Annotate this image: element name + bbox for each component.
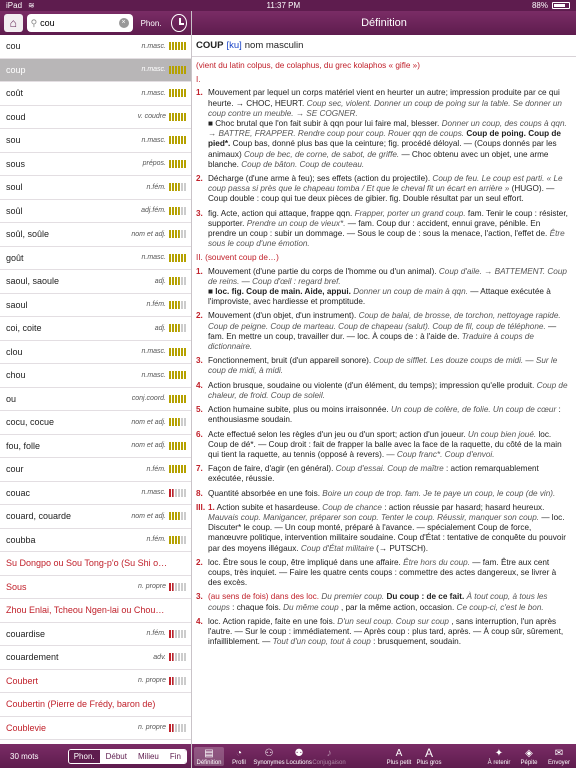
word-label: coubba	[6, 534, 36, 545]
bottom-toolbar	[192, 744, 576, 768]
search-box[interactable]	[27, 14, 133, 32]
frequency-bar-icon	[169, 348, 187, 356]
word-list-item[interactable]	[0, 247, 191, 271]
sense-i-1	[196, 88, 568, 170]
frequency-bar-icon	[169, 230, 187, 238]
sense-example: Coup d'aile. → BATTEMENT. Coup de reins. — Coup d'œil : regard bref.	[208, 266, 567, 286]
entry-header	[192, 35, 576, 57]
sense-expression: Du coup : de ce fait.	[386, 592, 465, 602]
word-category: n.masc.	[141, 136, 166, 144]
sense-example: Coup de bâton. Coup de couteau.	[241, 159, 365, 169]
word-label: Zhou Enlai, Tcheou Ngen-lai ou Chou…	[6, 605, 165, 616]
etymology: (vient du latin colpus, de colaphus, du grec kolaphos « gifle »)	[196, 61, 420, 70]
toolbar-bigger-text-button[interactable]: A Plus gros	[416, 746, 442, 766]
headword: COUP	[196, 40, 224, 51]
word-label: couardise	[6, 628, 46, 639]
word-label: cou	[6, 41, 21, 52]
sense-text: — fam. Être aux cent coups, très inquiet. — Faire les quatre cents coups : commettre des actes dangereux, se livrer à des excès.	[208, 557, 557, 588]
word-label: fou, folle	[6, 440, 41, 451]
word-category: n.fém.	[146, 183, 166, 191]
sense-text: — Choc obtenu avec un objet, une arme blanche.	[208, 149, 549, 169]
frequency-bar-icon	[169, 160, 187, 168]
sense-example: Coup de sifflet. Les douze coups de midi. — Sur le coup de midi, à midi.	[208, 356, 558, 376]
word-list-item[interactable]	[0, 341, 191, 365]
word-list-item[interactable]	[0, 59, 191, 83]
text-smaller-icon: A	[395, 747, 403, 759]
sense-i-3: 3. fig. Acte, action qui attaque, frappe qqn. Frapper, porter un grand coup. fam. Tenir le coup : résister, supporter. Prendre un coup de vieux*. — fam. Coup dur : accident, ennui grave, pénible. En prendre un coup : subir un dommage. — Sous le coup de : sous la menace, l'action, l'effet de. Être sous le coup d'une émotion.	[196, 208, 568, 249]
battery-percent: 88%	[531, 1, 548, 10]
word-category: nom et adj.	[131, 442, 166, 450]
device-label: iPad	[6, 1, 23, 10]
phonetic-mode-label[interactable]: Phon.	[140, 18, 162, 28]
word-list-pane	[0, 11, 192, 768]
wifi-icon: ≋	[28, 1, 35, 10]
word-list-item[interactable]	[0, 317, 191, 341]
frequency-bar-icon	[169, 724, 187, 732]
sense-example: Un coup bien joué.	[467, 429, 537, 439]
frequency-bar-icon	[169, 207, 187, 215]
sense-number: 1.	[196, 88, 203, 98]
status-bar	[0, 0, 576, 11]
frequency-bar-icon	[169, 489, 187, 497]
frequency-bar-icon	[169, 465, 187, 473]
sense-example: Prendre un coup de vieux*.	[246, 218, 346, 228]
word-list-footer	[0, 744, 191, 768]
word-category: n.masc.	[141, 348, 166, 356]
word-list-item[interactable]	[0, 717, 191, 741]
sense-text: loc. Action rapide, faite en une fois.	[208, 616, 335, 626]
sense-text: : chaque fois.	[232, 602, 281, 612]
sense-text: loc. Coup de dé*. — Coup droit : fait de frapper la balle avec la face de la raquette, du côté de la main qui tient la raquette, au tennis (opposé à revers).	[208, 429, 562, 459]
word-list-item[interactable]	[0, 529, 191, 553]
sense-text: Mouvement par lequel un corps matériel vient en heurter un autre; impression produite par ce qui heurte. → CHOC, HEURT.	[208, 88, 560, 108]
sense-example: Tout d'un coup, tout à coup	[272, 637, 371, 647]
word-label: Su Dongpo ou Sou Tong-p'o (Su Shi o…	[6, 558, 168, 569]
word-list-item[interactable]	[0, 623, 191, 647]
sense-text: — fam. En mettre un coup, travailler dur. — loc. À coups de : à l'aide de.	[208, 321, 557, 341]
word-label: coi, coite	[6, 323, 42, 334]
word-list-item[interactable]	[0, 153, 191, 177]
toolbar-a-retenir-button[interactable]: ✦ À retenir	[487, 747, 511, 766]
frequency-bar-icon	[169, 653, 187, 661]
frequency-bar-icon	[169, 136, 187, 144]
word-count: 30 mots	[10, 751, 39, 761]
frequency-bar-icon	[169, 512, 187, 520]
frequency-bar-icon	[169, 324, 187, 332]
word-category: conj.coord.	[131, 395, 166, 403]
frequency-bar-icon	[169, 301, 187, 309]
sense-text: Acte effectué selon les règles d'un jeu ou d'un sport; action d'un joueur.	[208, 429, 466, 439]
search-bar	[0, 11, 191, 35]
sense-example: À tout coup, à tous les coups	[208, 592, 548, 612]
word-category: adj.	[154, 324, 166, 332]
sense-example: Coup d'État militaire	[300, 543, 374, 553]
sense-example: Coup d'essai. Coup de maître	[335, 464, 444, 474]
sense-ii-6: 6. Acte effectué selon les règles d'un jeu ou d'un sport; action d'un joueur. Un coup bien joué. loc. Coup de dé*. — Coup droit : fait de frapper la balle avec la face de la raquette, du côté de la main qui tient la raquette, au tennis (opposé à revers). — Coup franc*. Coup d'envoi.	[196, 429, 562, 459]
word-label: soûl	[6, 205, 23, 216]
word-list-item[interactable]	[0, 505, 191, 529]
sense-example: Être hors du coup.	[403, 557, 471, 567]
profile-icon: ◔	[235, 747, 243, 759]
search-mode-segmented-control	[68, 749, 187, 764]
sense-text: Mouvement (d'un objet, d'un instrument).	[208, 311, 357, 321]
sense-example: Un coup de colère, de folie. Un coup de cœur	[390, 405, 557, 415]
word-list-item[interactable]	[0, 82, 191, 106]
book-icon: ▤	[204, 747, 214, 759]
word-category: n.fém.	[146, 536, 166, 544]
word-category: nom et adj.	[131, 230, 166, 238]
sense-iii-1: III. 1. Action subite et hasardeuse. Coup de chance : action réussie par hasard; hasard heureux. Mauvais coup. Manigancer, préparer son coup. Tenter le coup. Réussir, manquer son coup. — loc. Discuter* le coup. — Un coup monté, préparé à l'avance. — spécialement Coup de force, manœuvre politique, intervention militaire soudaine. Coup d'État : tentative de conquête du pouvoir par des moyens illégaux. Coup d'État militaire (→ PUTSCH).	[196, 502, 566, 553]
mode-milieu-tab[interactable]: Milieu	[132, 750, 164, 763]
frequency-bar-icon	[169, 418, 187, 426]
frequency-bar-icon	[169, 113, 187, 121]
phonetic: [ku]	[226, 40, 242, 51]
frequency-bar-icon	[169, 183, 187, 191]
word-label: sou	[6, 135, 21, 146]
word-list-item[interactable]	[0, 670, 191, 694]
frequency-bar-icon	[169, 630, 187, 638]
sense-text: — fam. Coup dur : accident, ennui grave, pénible. En prendre un coup : subir un dommage. — Sous le coup de : sous la menace, l'action, l'effet de.	[208, 218, 548, 239]
sense-text: Décharge (d'une arme à feu); ses effets (action du projectile).	[208, 174, 431, 184]
section-i: I.	[196, 75, 201, 85]
word-category: n.fém.	[146, 630, 166, 638]
sense-text: Action subite et hasardeuse.	[216, 502, 320, 512]
sense-example: D'un seul coup. Coup sur coup	[337, 616, 449, 626]
word-category: n.masc.	[141, 489, 166, 497]
sense-text: loc. Être sous le coup, être impliqué dans une affaire.	[208, 557, 401, 567]
word-list-item[interactable]	[0, 458, 191, 482]
sense-text: — loc. Discuter* le coup. — Un coup monté, préparé à l'avance. — spécialement Coup de force, manœuvre politique, intervention militaire soudaine. Coup d'État : tentative de conquête du pouvoir par des moyens illégaux.	[208, 512, 566, 553]
mode-phon-tab[interactable]: Phon.	[69, 750, 100, 763]
word-category: adv.	[153, 653, 166, 661]
word-category: n.masc.	[141, 42, 166, 50]
search-input[interactable]	[40, 18, 115, 28]
sense-text: : brusquement, soudain.	[373, 637, 461, 647]
locutions-icon: ⚉	[294, 747, 304, 759]
definition-article	[192, 57, 576, 745]
sense-example: Boire un coup de trop. fam. Je te paye un coup, le coup (de vin).	[322, 488, 556, 498]
word-list-item[interactable]	[0, 599, 191, 623]
sense-example: Coup sec, violent. Donner un coup de poing sur la table. Se donner un coup contre un meuble. → SE COGNER.	[208, 98, 562, 118]
word-list-item[interactable]	[0, 388, 191, 412]
search-icon: ⚲	[30, 17, 38, 28]
sense-text: fam. Tenir le coup : résister, supporter.	[208, 208, 568, 228]
mode-fin-tab[interactable]: Fin	[164, 750, 186, 763]
sense-example: Être sous le coup d'une émotion.	[208, 229, 565, 249]
word-label: goût	[6, 252, 24, 263]
send-icon: ✉	[554, 747, 564, 759]
sense-text: (au sens de fois) dans des loc.	[208, 592, 320, 602]
word-label: saoul	[6, 299, 28, 310]
word-category: n.masc.	[141, 254, 166, 262]
toolbar-conjugaison-button[interactable]: ♪ Conjugaison	[312, 747, 346, 766]
sense-example: Mauvais coup. Manigancer, préparer son coup. Tenter le coup. Réussir, manquer son coup.	[208, 512, 540, 522]
sense-text: fig. Acte, action qui attaque, frappe qqn.	[208, 208, 353, 218]
sense-expression: ■ loc. fig. Coup de main. Aide, appui.	[208, 287, 351, 297]
sense-example: Frapper, porter un grand coup.	[354, 208, 466, 218]
toolbar-smaller-text-button[interactable]: A Plus petit	[386, 747, 412, 766]
word-label: Sous	[6, 581, 27, 592]
word-list-item[interactable]	[0, 693, 191, 717]
word-list-item[interactable]	[0, 200, 191, 224]
word-category: n.fém.	[146, 301, 166, 309]
sense-ii-4: 4. Action brusque, soudaine ou violente (d'un élément, du temps); impression qu'elle produit. Coup de chaleur, de froid. Coup de soleil.	[196, 380, 568, 400]
word-category: n.masc.	[141, 66, 166, 74]
sense-example: — Coup franc*. Coup d'envoi.	[386, 449, 495, 459]
mode-debut-tab[interactable]: Début	[100, 750, 132, 763]
sense-text: Action humaine subite, plus ou moins irraisonnée.	[208, 405, 389, 415]
section-iii: III.	[196, 502, 206, 512]
word-list-item[interactable]	[0, 435, 191, 459]
sense-example: Du même coup	[283, 602, 339, 612]
word-label: cocu, cocue	[6, 417, 55, 428]
sense-example: Coup de balai, de brosse, de torchon, nettoyage rapide. Coup de peigne. Coup de marteau. Coup de chapeau (salut). Coup de fil, coup de téléphone.	[208, 311, 561, 331]
word-list-item[interactable]	[0, 35, 191, 59]
history-clock-icon[interactable]	[171, 14, 187, 32]
word-label: Coublevie	[6, 722, 47, 733]
sense-example: Coup de feu. Le coup est parti. « Le coup passa si près que le chapeau tomba / Et que le cheval fit un écart en arrière »	[208, 174, 563, 194]
frequency-bar-icon	[169, 442, 187, 450]
frequency-bar-icon	[169, 42, 187, 50]
text-bigger-icon: A	[424, 746, 433, 760]
word-list-item[interactable]	[0, 552, 191, 576]
sense-ii-5: 5. Action humaine subite, plus ou moins irraisonnée. Un coup de colère, de folie. Un coup de cœur : enthousiasme soudain.	[196, 405, 561, 425]
sense-example: Donner un coup de main à qqn.	[353, 287, 468, 297]
word-label: cour	[6, 464, 24, 475]
word-label: saoul, saoule	[6, 276, 60, 287]
toolbar-pepite-button[interactable]: ◈ Pépite	[520, 747, 538, 766]
frequency-bar-icon	[169, 66, 187, 74]
synonyms-icon: ⚇	[264, 747, 274, 759]
sense-ii-7: 7. Façon de faire, d'agir (en général). Coup d'essai. Coup de maître : action remarquablement exécutée, réussie.	[196, 464, 539, 484]
sense-i-2: 2. Décharge (d'une arme à feu); ses effets (action du projectile). Coup de feu. Le coup est parti. « Le coup passa si près que le chapeau tomba / Et que le cheval fit un écart en arrière » (HUGO). — Coup double : coup qui tue deux pièces de gibier. fig. Double résultat par un seul effort.	[196, 174, 563, 204]
word-list-item[interactable]	[0, 482, 191, 506]
word-list-item[interactable]	[0, 106, 191, 130]
toolbar-definition-button[interactable]: ▤ Définition	[194, 747, 224, 766]
word-category: prépos.	[142, 160, 166, 168]
conjugation-icon: ♪	[326, 747, 332, 759]
frequency-bar-icon	[169, 277, 187, 285]
sense-text: — Attaque exécutée à l'improviste, avec hardiesse et promptitude.	[208, 287, 551, 307]
word-label: Coubert	[6, 675, 39, 686]
word-label: soul	[6, 182, 23, 193]
frequency-bar-icon	[169, 536, 187, 544]
panel-title: Définition	[192, 11, 576, 35]
sense-ii-8: 8. Quantité absorbée en une fois. Boire un coup de trop. fam. Je te paye un coup, le coup (de vin).	[196, 488, 556, 498]
sense-text: Façon de faire, d'agir (en général).	[208, 464, 334, 474]
sense-ii-1: 1. Mouvement (d'une partie du corps de l'homme ou d'un animal). Coup d'aile. → BATTEMENT. Coup de reins. — Coup d'œil : regard bref. ■ loc. fig. Coup de main. Aide, appui. Donner un coup de main à qqn. — Attaque exécutée à l'improviste, avec hardiesse et promptitude.	[196, 266, 567, 307]
frequency-bar-icon	[169, 89, 187, 97]
sense-text: (→ PUTSCH).	[376, 543, 429, 553]
sense-text: : enthousiasme soudain.	[208, 405, 561, 425]
section-ii: II. (souvent coup de…)	[196, 253, 279, 263]
home-icon[interactable]: ⌂	[4, 14, 23, 32]
sense-text: Action brusque, soudaine ou violente (d'un élément, du temps); impression qu'elle produit.	[208, 380, 535, 390]
sense-text: (HUGO). — Coup double : coup qui tue deux pièces de gibier. fig. Double résultat par un seul effort.	[208, 184, 555, 204]
frequency-bar-icon	[169, 583, 187, 591]
sense-text: : action réussie par hasard; hasard heureux.	[384, 502, 545, 512]
sense-iii-3: 3. (au sens de fois) dans des loc. Du premier coup. Du coup : de ce fait. À tout coup, à tous les coups : chaque fois. Du même coup , par la même action, occasion. Ce coup-ci, c'est le bon.	[196, 592, 548, 612]
sense-example: Ce coup-ci, c'est le bon.	[456, 602, 544, 612]
word-label: couardement	[6, 652, 59, 663]
sense-text: Mouvement (d'une partie du corps de l'homme ou d'un animal).	[208, 266, 437, 276]
toolbar-envoyer-button[interactable]: ✉ Envoyer	[547, 747, 570, 766]
sense-example: Donner un coup, des coups à qqn. → BATTRE, FRAPPER. Rendre coup pour coup. Rouer qqn de coups.	[208, 119, 567, 139]
word-label: coud	[6, 111, 26, 122]
clear-icon[interactable]: ×	[119, 18, 129, 28]
word-category: n.fém.	[146, 465, 166, 473]
word-category: nom et adj.	[131, 512, 166, 520]
word-label: ou	[6, 393, 17, 404]
word-category: n. propre	[137, 583, 166, 591]
word-category: n.masc.	[141, 371, 166, 379]
word-list-item[interactable]	[0, 176, 191, 200]
word-list-item[interactable]	[0, 646, 191, 670]
word-label: soûl, soûle	[6, 229, 50, 240]
sense-text: , par la même action, occasion.	[340, 602, 455, 612]
clock-time: 11:37 PM	[266, 1, 301, 10]
word-list-item[interactable]	[0, 364, 191, 388]
word-category: n.masc.	[141, 89, 166, 97]
frequency-bar-icon	[169, 395, 187, 403]
sense-text: ■ Choc brutal que l'on fait subir à qqn pour lui faire mal, blesser.	[208, 119, 440, 129]
nugget-icon: ◈	[525, 747, 533, 759]
word-list-item[interactable]	[0, 223, 191, 247]
word-list-item[interactable]	[0, 411, 191, 435]
word-list	[0, 35, 191, 744]
sense-ii-2: 2. Mouvement (d'un objet, d'un instrument). Coup de balai, de brosse, de torchon, nettoyage rapide. Coup de peigne. Coup de marteau. Coup de chapeau (salut). Coup de fil, coup de téléphone. — fam. En mettre un coup, travailler dur. — loc. À coups de : à l'aide de. Traduire à coups de dictionnaire.	[196, 311, 561, 352]
grammatical-category: nom masculin	[244, 40, 304, 51]
pin-icon: ✦	[494, 747, 504, 759]
sense-text: Coup bas, donné plus bas que la ceinture; fig. procédé déloyal. — (Coups donnés par les animaux)	[208, 139, 557, 159]
word-list-item[interactable]	[0, 129, 191, 153]
word-label: sous	[6, 158, 26, 169]
word-list-item[interactable]	[0, 294, 191, 318]
toolbar-locutions-button[interactable]: ⚉ Locutions	[286, 747, 312, 766]
word-list-item[interactable]	[0, 270, 191, 294]
toolbar-profil-button[interactable]: ◔ Profil	[232, 747, 246, 766]
sense-text: Quantité absorbée en une fois.	[208, 488, 320, 498]
sense-example: Traduire à coups de dictionnaire.	[208, 331, 534, 352]
word-label: coup	[6, 64, 26, 75]
sense-expression: Coup de poing. Coup de pied*.	[208, 129, 561, 149]
sense-text: Fonctionnement, bruit (d'un appareil sonore).	[208, 356, 372, 366]
word-category: v. coudre	[137, 113, 166, 121]
sense-example: Coup de chaleur, de froid. Coup de soleil.	[208, 380, 568, 400]
sense-text: : action remarquablement exécutée, réussie.	[208, 464, 539, 484]
word-label: Coubertin (Pierre de Frédy, baron de)	[6, 699, 156, 710]
word-label: couac	[6, 487, 31, 498]
definition-pane	[192, 11, 576, 768]
word-label: clou	[6, 346, 23, 357]
battery-icon	[552, 2, 570, 9]
word-label: couard, couarde	[6, 511, 72, 522]
frequency-bar-icon	[169, 371, 187, 379]
sense-ii-3: 3. Fonctionnement, bruit (d'un appareil sonore). Coup de sifflet. Les douze coups de midi. — Sur le coup de midi, à midi.	[196, 356, 558, 376]
word-list-item[interactable]	[0, 576, 191, 600]
word-label: coût	[6, 88, 24, 99]
sense-example: Coup de bec, de corne, de sabot, de griffe.	[243, 149, 400, 159]
sense-example: Coup de chance	[322, 502, 382, 512]
sense-text: , sans interruption, l'un après l'autre. — Sur le coup : immédiatement. — Après coup : plus tard, après. — À coup sûr, sûrement, infailliblement. —	[208, 616, 564, 647]
frequency-bar-icon	[169, 254, 187, 262]
word-category: n. propre	[137, 724, 166, 732]
toolbar-synonymes-button[interactable]: ⚇ Synonymes	[253, 747, 285, 766]
sense-iii-2: 2. loc. Être sous le coup, être impliqué dans une affaire. Être hors du coup. — fam. Être aux cent coups, très inquiet. — Faire les quatre cents coups : commettre des actes dangereux, se livrer à des excès.	[196, 557, 557, 588]
word-category: adj.fém.	[141, 207, 166, 215]
sense-example: Du premier coup.	[321, 592, 385, 602]
word-label: chou	[6, 370, 26, 381]
word-category: adj.	[154, 277, 166, 285]
word-category: n. propre	[137, 677, 166, 685]
frequency-bar-icon	[169, 677, 187, 685]
sense-iii-4: 4. loc. Action rapide, faite en une fois. D'un seul coup. Coup sur coup , sans interruption, l'un après l'autre. — Sur le coup : immédiatement. — Après coup : plus tard, après. — À coup sûr, sûrement, infailliblement. — Tout d'un coup, tout à coup : brusquement, soudain.	[196, 616, 564, 647]
word-category: nom et adj.	[131, 418, 166, 426]
